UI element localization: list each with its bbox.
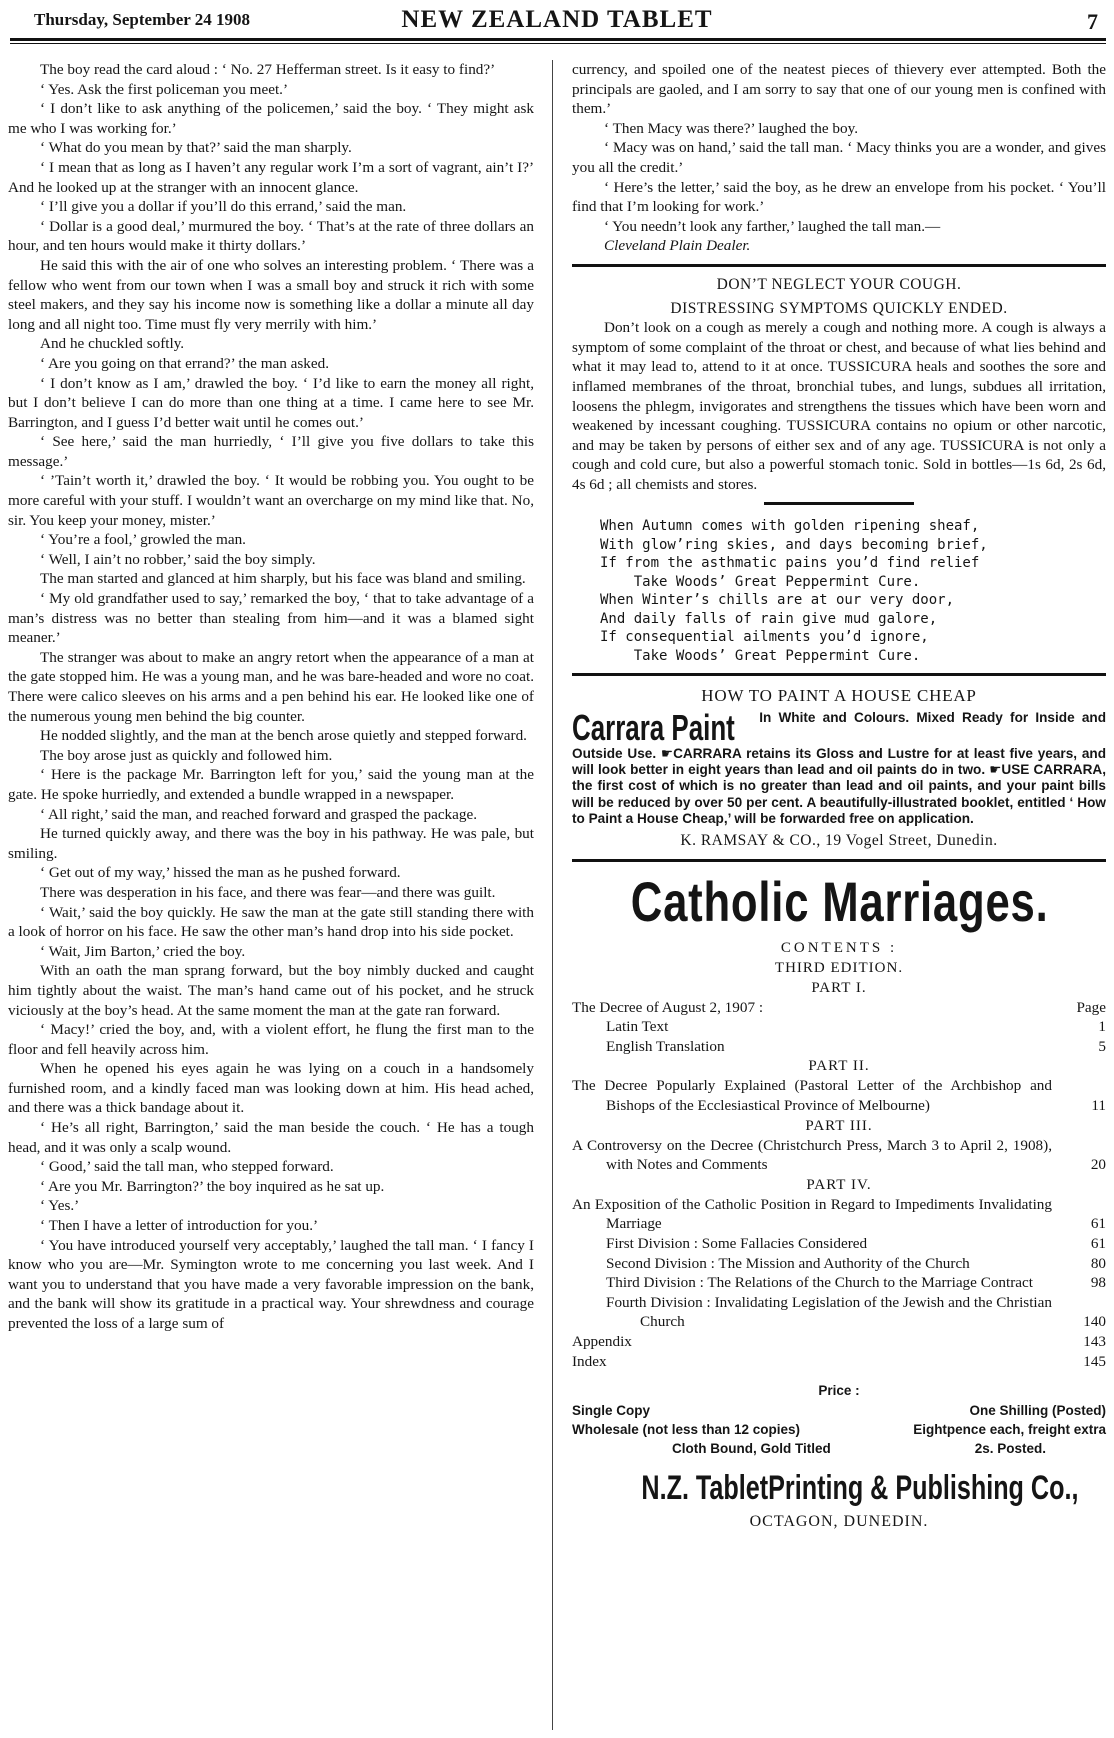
poem-line: With glow’ring skies, and days becoming brief, <box>600 536 988 553</box>
story-paragraph: ‘ He’s all right, Barrington,’ said the man beside the couch. ‘ He has a tough head, and it was only a scalp wound. <box>8 1119 534 1156</box>
ad-divider <box>572 673 1106 676</box>
toc-entry: Fourth Division : Invalidating Legislation of the Jewish and the Christian Church <box>606 1293 1052 1331</box>
toc-page: 1 <box>1098 1018 1106 1036</box>
toc-row <box>572 1195 1106 1234</box>
story-paragraph: ‘ All right,’ said the man, and reached forward and grasped the package. <box>40 805 478 823</box>
publisher-name: N.Z. TabletPrinting & Publishing Co., <box>641 1468 1079 1507</box>
price-item: Wholesale (not less than 12 copies) <box>572 1421 801 1437</box>
toc-entry: Second Division : The Mission and Authority of the Church <box>606 1254 970 1272</box>
carrara-paint-brand: Carrara Paint <box>572 707 735 749</box>
toc-page: 20 <box>1090 1156 1106 1174</box>
story-paragraph: ‘ Here is the package Mr. Barrington left for you,’ said the young man at the gate. He spoke hurriedly, and extended a bundle wrapped in a newspaper. <box>8 766 534 803</box>
paint-ad-body-block <box>572 707 1106 827</box>
toc-entry: An Exposition of the Catholic Position in Regard to Impediments Invalidating Marriage <box>572 1195 1052 1233</box>
story-paragraph: He nodded slightly, and the man at the bench arose quietly and stepped forward. <box>40 727 527 745</box>
toc-page: 5 <box>1098 1037 1106 1055</box>
story-column <box>8 60 534 1334</box>
toc-entry: Index <box>572 1352 607 1370</box>
catholic-marriages-advertisement <box>572 869 1106 1532</box>
page-number: 7 <box>1087 9 1098 34</box>
story-paragraph: There was desperation in his face, and there was fear—and there was guilt. <box>40 883 496 901</box>
price-value: One Shilling (Posted) <box>969 1402 1106 1418</box>
story-paragraph: ‘ Good,’ said the tall man, who stepped forward. <box>40 1158 334 1176</box>
price-value: 2s. Posted. <box>974 1440 1046 1456</box>
toc-page: 80 <box>1090 1254 1106 1272</box>
ad-divider <box>572 859 1106 862</box>
poem-line: If consequential ailments you’d ignore, <box>600 629 929 646</box>
story-paragraph: The boy arose just as quickly and followed him. <box>40 746 333 764</box>
story-paragraph: He said this with the air of one who solves an interesting problem. ‘ There was a fellow who went from our town when I was a small boy and struck it rich with some steel makers, and they say his income now is something like a dollar a minute all day long and all night too. Time must fly very merrily with him.’ <box>8 256 534 333</box>
toc-row <box>572 1234 1106 1254</box>
toc-entry: A Controversy on the Decree (Christchurch Press, March 3 to April 2, 1908), with Notes and Comments <box>572 1136 1052 1174</box>
story-paragraph: ‘ You have introduced yourself very acceptably,’ laughed the tall man. ‘ I fancy I know who you are—Mr. Symington wrote to me concerning you last week. And I want you to understand that you have made a very favorable impression on the bank, and the bank will show its gratitude in a practical way. Your shrewdness and courage prevented the loss of a large sum of <box>8 1236 534 1332</box>
toc-entry: The Decree Popularly Explained (Pastoral Letter of the Archbishop and Bishops of the Ecclesiastical Province of Melbourne) <box>572 1077 1052 1115</box>
price-row <box>572 1439 1106 1458</box>
story-paragraph: currency, and spoiled one of the neatest pieces of thievery ever attempted. Both the principals are gaoled, and I am sorry to say that one of our young men is confined with them.’ <box>572 61 1106 118</box>
story-continuation <box>572 60 1106 236</box>
paint-advertisement <box>572 686 1106 850</box>
edition-label: THIRD EDITION. <box>774 959 904 976</box>
toc-page: 61 <box>1090 1215 1106 1233</box>
toc-page: 61 <box>1090 1235 1106 1253</box>
publisher-address: OCTAGON, DUNEDIN. <box>749 1512 929 1530</box>
cough-ad-body: Don’t look on a cough as merely a cough and nothing more. A cough is always a symptom of some complaint of the throat or chest, and because of what lies behind and what it may lead to, attend to it at once. TUSSICURA heals and soothes the sore and inflamed membranes of the throat, bronchial tubes, and lungs, subdues all irritation, loosens the phlegm, invigorates and strengthens the tissues which have been worn and weakened by incessant coughing. TUSSICURA contains no opium or other narcotic, and may be taken by persons of either sex and of any age. TUSSICURA is not only a cough and cold cure, but also a powerful stomach tonic. Sold in bottles—1s 6d, 2s 6d, 4s 6d ; all chemists and stores. <box>572 319 1106 493</box>
price-row <box>572 1420 1106 1439</box>
toc-row <box>572 1332 1106 1352</box>
story-paragraph: ‘ Yes. Ask the first policeman you meet.’ <box>40 80 289 98</box>
column-divider <box>552 60 553 1730</box>
toc-entry: Third Division : The Relations of the Church to the Marriage Contract <box>606 1274 1033 1292</box>
poem-line: When Autumn comes with golden ripening sheaf, <box>600 518 980 535</box>
story-paragraph: The boy read the card aloud : ‘ No. 27 Hefferman street. Is it easy to find?’ <box>40 61 496 78</box>
poem-line: When Winter’s chills are at our very door, <box>600 592 955 609</box>
story-paragraph: The stranger was about to make an angry retort when the appearance of a man at the gate stopped him. He was a young man, and he was bare-headed and wore no coat. There were calico sleeves on his arms and a pen behind his ear. He looked like one of the numerous young men behind the big counter. <box>8 648 534 725</box>
story-paragraph: And he chuckled softly. <box>40 335 185 353</box>
toc-row <box>572 1076 1106 1115</box>
story-paragraph: ‘ Here’s the letter,’ said the boy, as he drew an envelope from his pocket. ‘ You’ll find that I’m looking for work.’ <box>572 178 1106 216</box>
story-paragraph: ‘ Wait,’ said the boy quickly. He saw the man at the gate still standing there with a look of horror on his face. He saw the other man’s hand drop into his side pocket. <box>8 903 534 941</box>
toc-page: 11 <box>1091 1097 1106 1115</box>
cough-ad-title: DON’T NEGLECT YOUR COUGH. <box>716 275 962 293</box>
part-4-heading: PART IV. <box>806 1176 872 1193</box>
story-paragraph: ‘ Well, I ain’t no robber,’ said the boy simply. <box>40 550 316 568</box>
story-paragraph: ‘ ’Tain’t worth it,’ drawled the boy. ‘ It would be robbing you. You ought to be more careful with your stuff. I wouldn’t want an overcharge on my mind like that. No, sir. You keep your money, mister.’ <box>8 472 534 529</box>
story-paragraph: ‘ Then I have a letter of introduction for you.’ <box>40 1217 319 1235</box>
issue-date: Thursday, September 24 1908 <box>34 10 250 29</box>
toc-page: 140 <box>1083 1313 1106 1331</box>
cough-advertisement <box>572 275 1106 495</box>
story-paragraph: ‘ I’ll give you a dollar if you’ll do this errand,’ said the man. <box>40 198 407 216</box>
paint-ad-body: In White and Colours. Mixed Ready for Inside and Outside Use. ☛CARRARA retains its Gloss and Lustre for at least five years, and will look better in eight years than lead and oil paints do in two. ☛USE CARRARA, the first cost of which is no greater than lead and oil paints, and your paint bills will be reduced by over 50 per cent. A beautifully-illustrated booklet, entitled ‘ How to Paint a House Cheap,’ will be forwarded free on application. <box>572 710 1106 826</box>
story-paragraph: ‘ Are you going on that errand?’ the man asked. <box>40 354 330 372</box>
story-paragraph: ‘ I don’t know as I am,’ drawled the boy. ‘ I’d like to earn the money all right, but I don’t believe I can do more than one thing at a time. I came here to see Mr. Barrington, and I guess I’d better wait until he comes out.’ <box>8 374 534 431</box>
ad-divider <box>572 264 1106 267</box>
catholic-marriages-title: Catholic Marriages. <box>630 869 1049 933</box>
masthead-rule <box>10 38 1106 44</box>
toc-page: 143 <box>1083 1332 1106 1350</box>
toc-entry: First Division : Some Fallacies Considered <box>606 1235 868 1253</box>
story-paragraph: ‘ See here,’ said the man hurriedly, ‘ I’ll give you five dollars to take this message.’ <box>8 433 534 470</box>
toc-row <box>572 1136 1106 1175</box>
story-paragraph: ‘ Macy was on hand,’ said the tall man. ‘ Macy thinks you are a wonder, and gives you all the credit.’ <box>572 139 1106 176</box>
right-column <box>572 60 1106 1531</box>
price-item: Cloth Bound, Gold Titled <box>672 1440 831 1456</box>
story-paragraph: ‘ Then Macy was there?’ laughed the boy. <box>604 119 859 137</box>
page-column-label: Page <box>1076 998 1106 1016</box>
story-paragraph: ‘ Macy!’ cried the boy, and, with a violent effort, he flung the first man to the floor and fell heavily across him. <box>8 1021 534 1058</box>
story-paragraph: ‘ You’re a fool,’ growled the man. <box>40 531 246 549</box>
toc-entry: The Decree of August 2, 1907 : <box>572 998 764 1016</box>
story-paragraph: ‘ I don’t like to ask anything of the policemen,’ said the boy. ‘ They might ask me who I was working for.’ <box>8 100 534 137</box>
contents-heading: CONTENTS : <box>780 939 898 956</box>
story-paragraph: When he opened his eyes again he was lying on a couch in a handsomely furnished room, and a kindly faced man was looking down at him. His head ached, and there was a thick bandage about it. <box>8 1060 534 1117</box>
toc-row <box>572 1352 1106 1372</box>
toc-page: 145 <box>1083 1352 1106 1370</box>
toc-row <box>572 1254 1106 1274</box>
story-paragraph: ‘ Dollar is a good deal,’ murmured the boy. ‘ That’s at the rate of three dollars an hour, and ten hours would make it thirty dollars.’ <box>8 217 534 255</box>
newspaper-title: NEW ZEALAND TABLET <box>401 6 713 33</box>
story-paragraph: The man started and glanced at him sharply, but his face was bland and smiling. <box>40 570 526 588</box>
price-value: Eightpence each, freight extra <box>913 1421 1106 1437</box>
story-paragraph: He turned quickly away, and there was the boy in his pathway. He was pale, but smiling. <box>8 825 534 862</box>
story-paragraph: ‘ Yes.’ <box>40 1197 80 1215</box>
paint-ad-title: HOW TO PAINT A HOUSE CHEAP <box>701 686 977 706</box>
story-paragraph: ‘ My old grandfather used to say,’ remarked the boy, ‘ that to take advantage of a man’s distress was no better than stealing from him—and it was a blamed sight meaner.’ <box>8 590 534 647</box>
price-heading: Price : <box>818 1383 860 1399</box>
peppermint-cure-poem <box>600 517 1106 665</box>
toc-entry: English Translation <box>606 1037 725 1055</box>
story-paragraph: ‘ You needn’t look any farther,’ laughed the tall man.— <box>604 217 941 235</box>
masthead <box>8 6 1106 36</box>
toc-entry: Appendix <box>572 1332 632 1350</box>
part-1-heading: PART I. <box>811 979 867 996</box>
price-row <box>572 1401 1106 1420</box>
price-item: Single Copy <box>572 1402 651 1418</box>
toc-row <box>572 1037 1106 1057</box>
poem-line: Take Woods’ Great Peppermint Cure. <box>600 647 921 664</box>
short-divider <box>764 502 914 505</box>
cough-ad-subtitle: DISTRESSING SYMPTOMS QUICKLY ENDED. <box>670 299 1008 317</box>
story-paragraph: ‘ Wait, Jim Barton,’ cried the boy. <box>40 942 246 960</box>
part-3-heading: PART III. <box>805 1117 873 1134</box>
toc-row <box>572 1293 1106 1332</box>
story-paragraph: ‘ I mean that as long as I haven’t any regular work I’m a sort of vagrant, ain’t I?’ And he looked up at the stranger with an innocent glance. <box>8 158 534 196</box>
toc-row <box>572 998 1106 1018</box>
paint-ad-address: K. RAMSAY & CO., 19 Vogel Street, Dunedin. <box>680 832 998 850</box>
poem-line: And daily falls of rain give mud galore, <box>600 610 938 627</box>
toc-page: 98 <box>1090 1274 1106 1292</box>
story-source: Cleveland Plain Dealer. <box>604 237 751 255</box>
story-paragraph: ‘ Get out of my way,’ hissed the man as he pushed forward. <box>40 864 401 882</box>
story-paragraph: ‘ Are you Mr. Barrington?’ the boy inquired as he sat up. <box>40 1177 385 1195</box>
story-paragraph: With an oath the man sprang forward, but the boy nimbly ducked and caught him tightly about the waist. The man’s hand came out of his pocket, and he struck viciously at the boy’s head. At the same moment the man at the gate ran forward. <box>8 962 534 1019</box>
toc-row <box>572 1273 1106 1293</box>
story-paragraph: ‘ What do you mean by that?’ said the man sharply. <box>40 139 352 157</box>
part-2-heading: PART II. <box>808 1058 870 1075</box>
toc-entry: Latin Text <box>606 1018 669 1036</box>
poem-line: Take Woods’ Great Peppermint Cure. <box>600 573 921 590</box>
toc-row <box>572 1017 1106 1037</box>
poem-line: If from the asthmatic pains you’d find relief <box>600 555 980 572</box>
